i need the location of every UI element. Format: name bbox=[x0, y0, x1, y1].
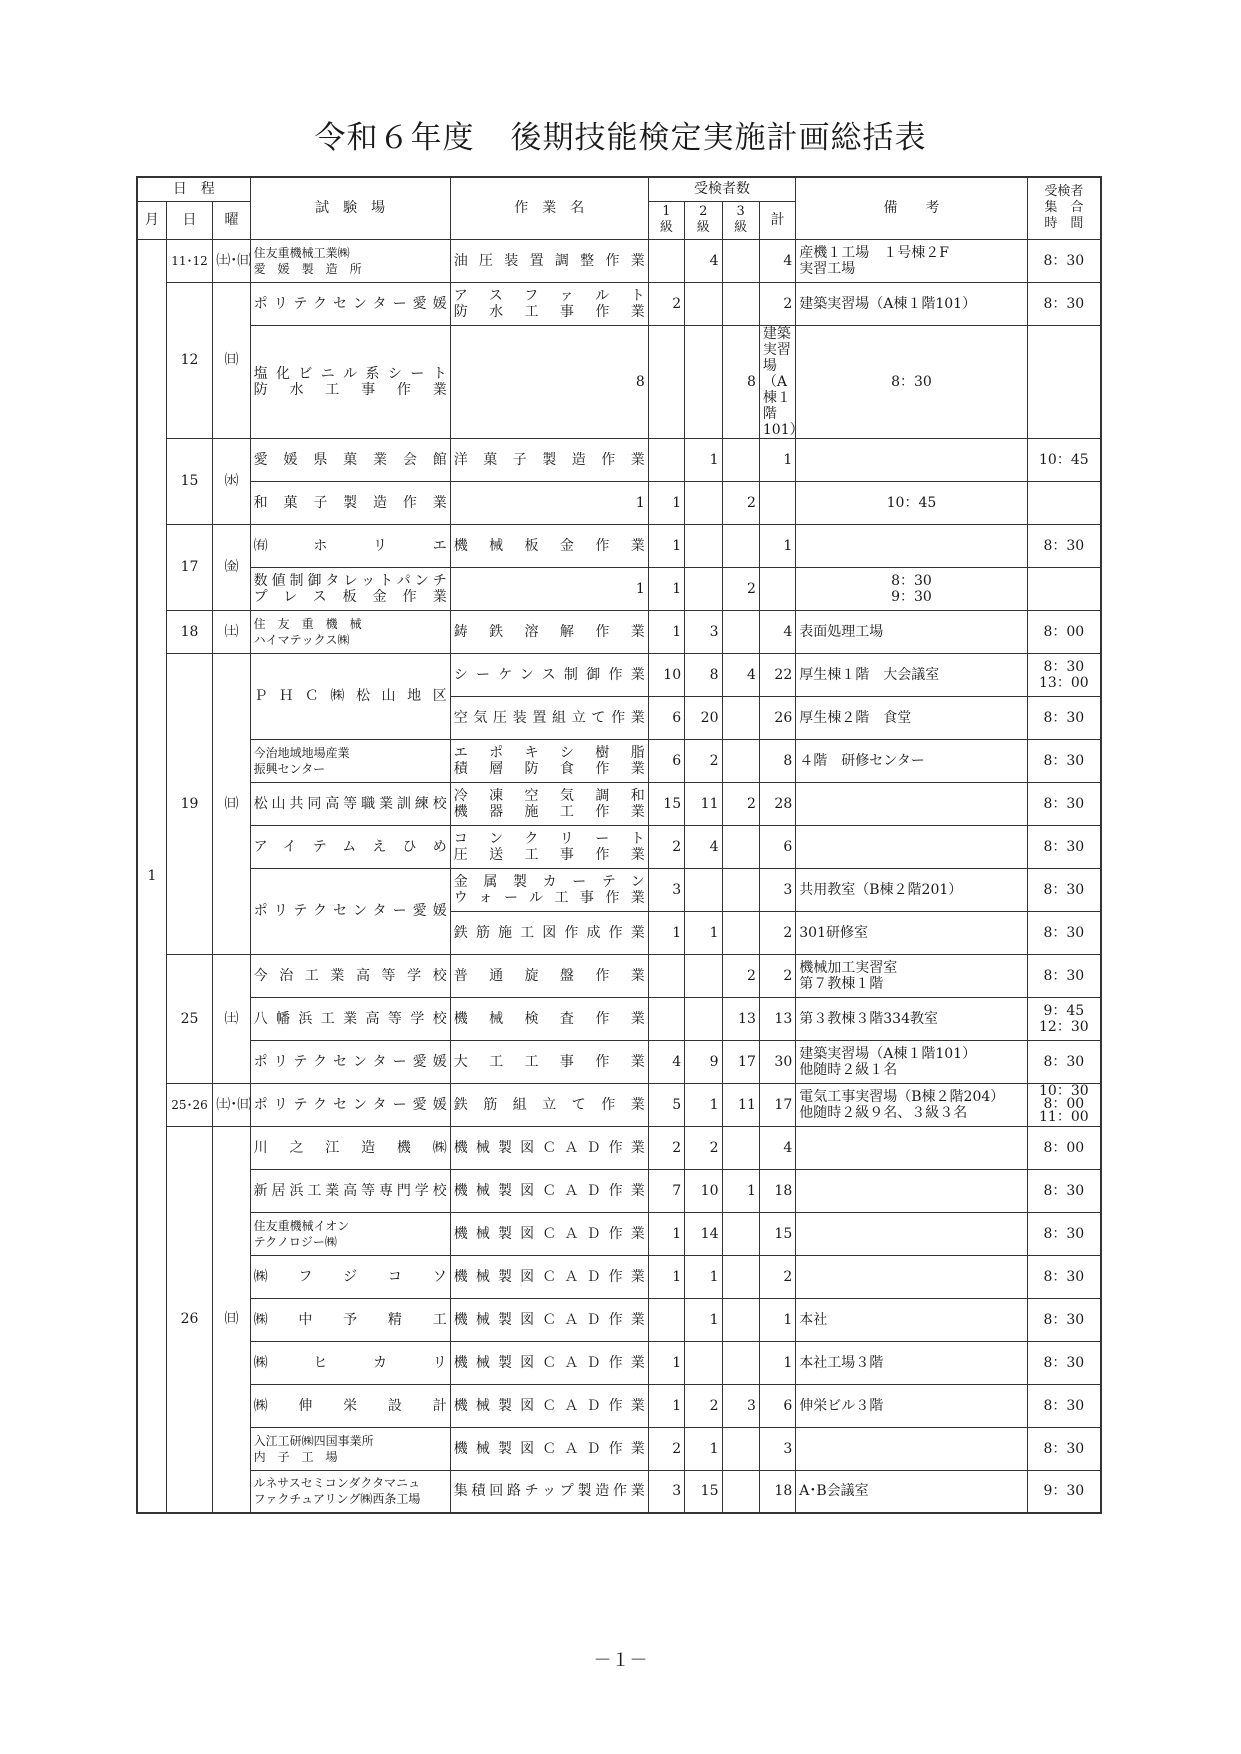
grade1-count: 1 bbox=[648, 911, 684, 954]
table-row bbox=[137, 325, 1101, 438]
weekday-cell: ㈮ bbox=[213, 524, 250, 610]
venue-cell: 住友重機械イオン テクノロジー㈱ bbox=[250, 1212, 450, 1255]
day-cell: 11･12 bbox=[166, 239, 212, 282]
job-cell: 機械製図ＣＡＤ作業 bbox=[450, 1298, 648, 1341]
job-cell: 空気圧装置組立て作業 bbox=[450, 696, 648, 739]
grade2-count bbox=[685, 954, 722, 997]
total-count: 3 bbox=[759, 1427, 795, 1470]
grade2-count: 1 bbox=[685, 1255, 722, 1298]
grade3-count bbox=[722, 1212, 759, 1255]
gather-time-cell: 10：45 bbox=[796, 481, 1027, 524]
venue-cell: ㈱ 伸 栄 設 計 bbox=[250, 1384, 450, 1427]
table-row bbox=[137, 1470, 1101, 1513]
grade2-count: 4 bbox=[685, 239, 722, 282]
job-cell: 鋳鉄溶解作業 bbox=[450, 610, 648, 653]
gather-time-cell: 8：30 bbox=[1027, 696, 1101, 739]
remarks-cell: 建築実習場（A棟１階101） bbox=[796, 282, 1027, 325]
header-grade1: 1 級 bbox=[648, 201, 684, 239]
job-cell: 大工工事作業 bbox=[450, 1040, 648, 1083]
total-count: 8 bbox=[759, 739, 795, 782]
remarks-cell: 厚生棟１階 大会議室 bbox=[796, 653, 1027, 696]
table-row bbox=[137, 1341, 1101, 1384]
remarks-cell: 共用教室（B棟２階201） bbox=[796, 868, 1027, 911]
grade2-count: 14 bbox=[685, 1212, 722, 1255]
total-count: 18 bbox=[759, 1470, 795, 1513]
grade1-count bbox=[648, 997, 684, 1040]
plan-table bbox=[136, 176, 1102, 1514]
remarks-cell bbox=[796, 1126, 1027, 1169]
gather-time-cell: 10：30 8：00 11：00 bbox=[1027, 1083, 1101, 1126]
grade2-count: 1 bbox=[685, 1298, 722, 1341]
venue-cell: アイテムえひめ bbox=[250, 825, 450, 868]
grade3-count: 2 bbox=[722, 782, 759, 825]
title-name: 後期技能検定実施計画総括表 bbox=[510, 120, 927, 156]
total-count: 13 bbox=[759, 997, 795, 1040]
grade3-count bbox=[722, 610, 759, 653]
job-cell: 冷凍空気調和 機器施工作業 bbox=[450, 782, 648, 825]
day-cell: 12 bbox=[166, 282, 212, 438]
grade1-count: 2 bbox=[648, 282, 684, 325]
table-row bbox=[137, 868, 1101, 911]
gather-time-cell: 8：30 bbox=[1027, 782, 1101, 825]
job-cell: 集積回路チップ製造作業 bbox=[450, 1470, 648, 1513]
venue-cell: ポリテクセンター愛媛 bbox=[250, 282, 450, 325]
grade3-count bbox=[722, 739, 759, 782]
grade2-count: 1 bbox=[648, 481, 684, 524]
venue-cell: ポリテクセンター愛媛 bbox=[250, 1083, 450, 1126]
grade1-count: 2 bbox=[648, 825, 684, 868]
gather-time-cell: 8：30 bbox=[1027, 739, 1101, 782]
grade3-count: 3 bbox=[722, 1384, 759, 1427]
total-count: 4 bbox=[759, 1126, 795, 1169]
header-weekday: 曜 bbox=[213, 201, 250, 239]
total-count: 6 bbox=[759, 825, 795, 868]
gather-time-cell: 8：30 bbox=[1027, 1427, 1101, 1470]
grade1-count: 1 bbox=[648, 524, 684, 567]
total-count: 2 bbox=[759, 911, 795, 954]
weekday-cell: ㈰ bbox=[213, 653, 250, 954]
total-count: 2 bbox=[759, 1255, 795, 1298]
grade1-count: 7 bbox=[648, 1169, 684, 1212]
table-row bbox=[137, 1255, 1101, 1298]
weekday-cell: ㈯･㈰ bbox=[213, 239, 250, 282]
remarks-cell: ４階 研修センター bbox=[796, 739, 1027, 782]
remarks-cell: 産機１工場 １号棟２F 実習工場 bbox=[796, 239, 1027, 282]
job-cell: 金属製カーテン ウォール工事作業 bbox=[450, 868, 648, 911]
remarks-cell: 本社工場３階 bbox=[796, 1341, 1027, 1384]
page-number: －１－ bbox=[593, 1650, 648, 1671]
gather-time-cell: 9：30 bbox=[1027, 1470, 1101, 1513]
table-row bbox=[137, 481, 1101, 524]
table-row bbox=[137, 653, 1101, 696]
grade2-count bbox=[685, 868, 722, 911]
job-cell: 鉄筋施工図作成作業 bbox=[450, 911, 648, 954]
grade3-count bbox=[722, 239, 759, 282]
table-row bbox=[137, 1169, 1101, 1212]
venue-cell: 住友重機械工業㈱ 愛 媛 製 造 所 bbox=[250, 239, 450, 282]
remarks-cell bbox=[796, 1169, 1027, 1212]
total-count: 2 bbox=[722, 481, 759, 524]
table-row bbox=[137, 282, 1101, 325]
gather-time-cell: 8：30 bbox=[796, 325, 1027, 438]
grade1-count: 15 bbox=[648, 782, 684, 825]
gather-time-cell: 8：00 bbox=[1027, 610, 1101, 653]
day-cell: 15 bbox=[166, 438, 212, 524]
job-cell: 塩化ビニル系シート 防水工事作業 bbox=[250, 325, 450, 438]
header-schedule: 日 程 bbox=[137, 177, 250, 201]
venue-cell: ㈱ 中 予 精 工 bbox=[250, 1298, 450, 1341]
grade3-count bbox=[722, 1255, 759, 1298]
grade2-count: 2 bbox=[685, 1126, 722, 1169]
grade1-count: 1 bbox=[648, 1212, 684, 1255]
table-row bbox=[137, 1083, 1101, 1126]
total-count: 1 bbox=[759, 438, 795, 481]
grade1-count: 10 bbox=[648, 653, 684, 696]
weekday-cell: ㈬ bbox=[213, 438, 250, 524]
grade2-count: 8 bbox=[685, 653, 722, 696]
grade3-count: 2 bbox=[722, 954, 759, 997]
gather-time-cell: 8：30 bbox=[1027, 1212, 1101, 1255]
gather-time-cell: 8：30 bbox=[1027, 911, 1101, 954]
grade2-count bbox=[685, 524, 722, 567]
grade2-count bbox=[685, 1341, 722, 1384]
remarks-cell: 厚生棟２階 食堂 bbox=[796, 696, 1027, 739]
grade3-count bbox=[722, 282, 759, 325]
total-count: 8 bbox=[722, 325, 759, 438]
gather-time-cell: 8：30 13：00 bbox=[1027, 653, 1101, 696]
grade3-count bbox=[722, 825, 759, 868]
grade2-count: 2 bbox=[685, 1384, 722, 1427]
table-row bbox=[137, 1126, 1101, 1169]
total-count: 2 bbox=[722, 567, 759, 610]
total-count: 6 bbox=[759, 1384, 795, 1427]
job-cell: シーケンス制御作業 bbox=[450, 653, 648, 696]
job-cell: 機械製図ＣＡＤ作業 bbox=[450, 1341, 648, 1384]
job-cell: 機械製図ＣＡＤ作業 bbox=[450, 1212, 648, 1255]
grade2-count: 1 bbox=[685, 911, 722, 954]
job-cell: 洋菓子製造作業 bbox=[450, 438, 648, 481]
grade1-count: 3 bbox=[648, 868, 684, 911]
venue-cell: ポリテクセンター愛媛 bbox=[250, 1040, 450, 1083]
grade3-count bbox=[722, 438, 759, 481]
header-grade3: 3 級 bbox=[722, 201, 759, 239]
job-cell: 機械製図ＣＡＤ作業 bbox=[450, 1126, 648, 1169]
grade2-count bbox=[685, 997, 722, 1040]
grade1-count: 1 bbox=[648, 1341, 684, 1384]
venue-cell: 愛媛県菓業会館 bbox=[250, 438, 450, 481]
grade1-count: 5 bbox=[648, 1083, 684, 1126]
grade2-count: 4 bbox=[685, 825, 722, 868]
total-count: 1 bbox=[759, 524, 795, 567]
job-cell: 機械検査作業 bbox=[450, 997, 648, 1040]
gather-time-cell: 9：45 12：30 bbox=[1027, 997, 1101, 1040]
table-row bbox=[137, 610, 1101, 653]
grade1-count bbox=[648, 438, 684, 481]
remarks-cell bbox=[759, 567, 795, 610]
grade2-count: 1 bbox=[685, 1083, 722, 1126]
grade1-count: 1 bbox=[648, 610, 684, 653]
venue-cell: 入江工研㈱四国事業所 内 子 工 場 bbox=[250, 1427, 450, 1470]
gather-time-cell: 8：30 bbox=[1027, 825, 1101, 868]
table-row bbox=[137, 1298, 1101, 1341]
table-row bbox=[137, 1384, 1101, 1427]
gather-time-cell: 8：30 bbox=[1027, 1341, 1101, 1384]
table-row bbox=[137, 782, 1101, 825]
grade1-count bbox=[648, 954, 684, 997]
grade3-count bbox=[722, 1341, 759, 1384]
remarks-cell: 機械加工実習室 第７教棟１階 bbox=[796, 954, 1027, 997]
venue-cell: ㈱ フ ジ コ ソ bbox=[250, 1255, 450, 1298]
page-title bbox=[0, 112, 1241, 157]
gather-time-cell: 8：30 bbox=[1027, 1169, 1101, 1212]
grade2-count: 11 bbox=[685, 782, 722, 825]
total-count: 15 bbox=[759, 1212, 795, 1255]
grade3-count: 4 bbox=[722, 653, 759, 696]
remarks-cell: 第３教棟３階334教室 bbox=[796, 997, 1027, 1040]
grade1-count bbox=[648, 239, 684, 282]
grade1-count: 4 bbox=[648, 1040, 684, 1083]
total-count: 30 bbox=[759, 1040, 795, 1083]
venue-cell: 住 友 重 機 械 ハイマテックス㈱ bbox=[250, 610, 450, 653]
total-count: 28 bbox=[759, 782, 795, 825]
total-count: 4 bbox=[759, 239, 795, 282]
grade3-count: 13 bbox=[722, 997, 759, 1040]
grade3-count bbox=[722, 696, 759, 739]
table-row bbox=[137, 239, 1101, 282]
header-gather-time: 受検者 集 合 時 間 bbox=[1027, 177, 1101, 239]
gather-time-cell: 8：30 bbox=[1027, 1384, 1101, 1427]
remarks-cell bbox=[759, 481, 795, 524]
gather-time-cell: 8：00 bbox=[1027, 1126, 1101, 1169]
grade1-count: 6 bbox=[648, 696, 684, 739]
total-count: 2 bbox=[759, 282, 795, 325]
grade3-count: 1 bbox=[722, 1169, 759, 1212]
venue-cell: ルネサスセミコンダクタマニュ ファクチュアリング㈱西条工場 bbox=[250, 1470, 450, 1513]
title-year: 令和６年度 bbox=[314, 120, 475, 156]
header-venue: 試 験 場 bbox=[250, 177, 450, 239]
job-cell: 機械製図ＣＡＤ作業 bbox=[450, 1255, 648, 1298]
day-cell: 18 bbox=[166, 610, 212, 653]
job-cell: 機械板金作業 bbox=[450, 524, 648, 567]
grade2-count: 1 bbox=[685, 438, 722, 481]
job-cell: 機械製図ＣＡＤ作業 bbox=[450, 1169, 648, 1212]
remarks-cell: 伸栄ビル３階 bbox=[796, 1384, 1027, 1427]
grade2-count: 1 bbox=[648, 567, 684, 610]
grade1-count: 8 bbox=[450, 325, 648, 438]
grade3-count bbox=[685, 481, 722, 524]
job-cell: 普通旋盤作業 bbox=[450, 954, 648, 997]
total-count: 18 bbox=[759, 1169, 795, 1212]
table-row bbox=[137, 1040, 1101, 1083]
job-cell: 機械製図ＣＡＤ作業 bbox=[450, 1427, 648, 1470]
grade2-count: 15 bbox=[685, 1470, 722, 1513]
grade1-count: 6 bbox=[648, 739, 684, 782]
grade3-count: 11 bbox=[722, 1083, 759, 1126]
venue-cell: 新居浜工業高等専門学校 bbox=[250, 1169, 450, 1212]
remarks-cell bbox=[796, 1212, 1027, 1255]
header-grade2: 2 級 bbox=[685, 201, 722, 239]
weekday-cell: ㈰ bbox=[213, 1126, 250, 1513]
header-applicants: 受検者数 bbox=[648, 177, 796, 201]
table-row bbox=[137, 1427, 1101, 1470]
table-row bbox=[137, 567, 1101, 610]
grade3-count: 17 bbox=[722, 1040, 759, 1083]
gather-time-cell: 8：30 bbox=[1027, 1040, 1101, 1083]
grade2-count: 3 bbox=[685, 610, 722, 653]
grade3-count bbox=[722, 524, 759, 567]
job-cell: エポキシ樹脂 積層防食作業 bbox=[450, 739, 648, 782]
header-month: 月 bbox=[137, 201, 166, 239]
venue-cell: ポリテクセンター愛媛 bbox=[250, 868, 450, 954]
weekday-cell: ㈯ bbox=[213, 610, 250, 653]
grade1-count: 1 bbox=[648, 1384, 684, 1427]
job-cell: 和菓子製造作業 bbox=[250, 481, 450, 524]
gather-time-cell: 8：30 bbox=[1027, 1255, 1101, 1298]
remarks-cell bbox=[796, 438, 1027, 481]
total-count: 1 bbox=[759, 1341, 795, 1384]
header-day: 日 bbox=[166, 201, 212, 239]
grade1-count: 3 bbox=[648, 1470, 684, 1513]
remarks-cell: A･B会議室 bbox=[796, 1470, 1027, 1513]
total-count: 17 bbox=[759, 1083, 795, 1126]
day-cell: 26 bbox=[166, 1126, 212, 1513]
job-cell: 機械製図ＣＡＤ作業 bbox=[450, 1384, 648, 1427]
venue-cell: ㈲ ホ リ エ bbox=[250, 524, 450, 567]
job-cell: アスファルト 防水工事作業 bbox=[450, 282, 648, 325]
grade2-count: 10 bbox=[685, 1169, 722, 1212]
weekday-cell: ㈯ bbox=[213, 954, 250, 1083]
month-cell: 1 bbox=[137, 239, 166, 1513]
grade1-count: 1 bbox=[450, 567, 648, 610]
venue-cell: 八幡浜工業高等学校 bbox=[250, 997, 450, 1040]
remarks-cell bbox=[796, 524, 1027, 567]
table-row bbox=[137, 1212, 1101, 1255]
job-cell: 数値制御タレットパンチ プレス板金作業 bbox=[250, 567, 450, 610]
grade3-count bbox=[685, 567, 722, 610]
header-remarks: 備 考 bbox=[796, 177, 1027, 239]
remarks-cell: 電気工事実習場（B棟２階204） 他随時２級９名、３級３名 bbox=[796, 1083, 1027, 1126]
day-cell: 19 bbox=[166, 653, 212, 954]
venue-cell: 今治工業高等学校 bbox=[250, 954, 450, 997]
gather-time-cell: 8：30 9：30 bbox=[796, 567, 1027, 610]
remarks-cell bbox=[796, 1255, 1027, 1298]
day-cell: 25･26 bbox=[166, 1083, 212, 1126]
total-count: 3 bbox=[759, 868, 795, 911]
weekday-cell: ㈯･㈰ bbox=[213, 1083, 250, 1126]
grade2-count: 2 bbox=[685, 739, 722, 782]
grade3-count bbox=[722, 1470, 759, 1513]
total-count: 26 bbox=[759, 696, 795, 739]
plan-table-body bbox=[137, 239, 1101, 1513]
grade2-count: 20 bbox=[685, 696, 722, 739]
grade3-count bbox=[722, 1126, 759, 1169]
gather-time-cell: 8：30 bbox=[1027, 239, 1101, 282]
total-count: 4 bbox=[759, 610, 795, 653]
day-cell: 25 bbox=[166, 954, 212, 1083]
venue-cell: ㈱ ヒ カ リ bbox=[250, 1341, 450, 1384]
grade1-count: 2 bbox=[648, 1427, 684, 1470]
table-row bbox=[137, 524, 1101, 567]
grade2-count: 1 bbox=[685, 1427, 722, 1470]
grade2-count bbox=[648, 325, 684, 438]
total-count: 22 bbox=[759, 653, 795, 696]
remarks-cell: 建築実習場（A棟１階101） bbox=[759, 325, 795, 438]
table-row bbox=[137, 438, 1101, 481]
remarks-cell bbox=[796, 1427, 1027, 1470]
grade3-count bbox=[722, 1298, 759, 1341]
grade3-count bbox=[722, 911, 759, 954]
header-job: 作 業 名 bbox=[450, 177, 648, 239]
grade1-count: 2 bbox=[648, 1126, 684, 1169]
venue-cell: 松山共同高等職業訓練校 bbox=[250, 782, 450, 825]
gather-time-cell: 8：30 bbox=[1027, 282, 1101, 325]
gather-time-cell: 8：30 bbox=[1027, 954, 1101, 997]
job-cell: コンクリート 圧送工事作業 bbox=[450, 825, 648, 868]
grade2-count bbox=[685, 282, 722, 325]
grade3-count bbox=[722, 1427, 759, 1470]
gather-time-cell: 10：45 bbox=[1027, 438, 1101, 481]
remarks-cell: 301研修室 bbox=[796, 911, 1027, 954]
remarks-cell: 建築実習場（A棟１階101） 他随時２級１名 bbox=[796, 1040, 1027, 1083]
table-row bbox=[137, 954, 1101, 997]
job-cell: 油圧装置調整作業 bbox=[450, 239, 648, 282]
grade1-count bbox=[648, 1298, 684, 1341]
job-cell: 鉄筋組立て作業 bbox=[450, 1083, 648, 1126]
table-row bbox=[137, 997, 1101, 1040]
venue-cell: 川之江造機㈱ bbox=[250, 1126, 450, 1169]
day-cell: 17 bbox=[166, 524, 212, 610]
table-row bbox=[137, 739, 1101, 782]
grade2-count: 9 bbox=[685, 1040, 722, 1083]
total-count: 2 bbox=[759, 954, 795, 997]
gather-time-cell: 8：30 bbox=[1027, 1298, 1101, 1341]
grade1-count: 1 bbox=[450, 481, 648, 524]
venue-cell: 今治地域地場産業 振興センター bbox=[250, 739, 450, 782]
remarks-cell bbox=[796, 782, 1027, 825]
header-total: 計 bbox=[759, 201, 795, 239]
weekday-cell: ㈰ bbox=[213, 282, 250, 438]
remarks-cell bbox=[796, 825, 1027, 868]
grade3-count bbox=[685, 325, 722, 438]
total-count: 1 bbox=[759, 1298, 795, 1341]
table-row bbox=[137, 825, 1101, 868]
grade3-count bbox=[722, 868, 759, 911]
remarks-cell: 本社 bbox=[796, 1298, 1027, 1341]
gather-time-cell: 8：30 bbox=[1027, 524, 1101, 567]
remarks-cell: 表面処理工場 bbox=[796, 610, 1027, 653]
grade1-count: 1 bbox=[648, 1255, 684, 1298]
venue-cell: ＰＨＣ㈱松山地区 bbox=[250, 653, 450, 739]
gather-time-cell: 8：30 bbox=[1027, 868, 1101, 911]
